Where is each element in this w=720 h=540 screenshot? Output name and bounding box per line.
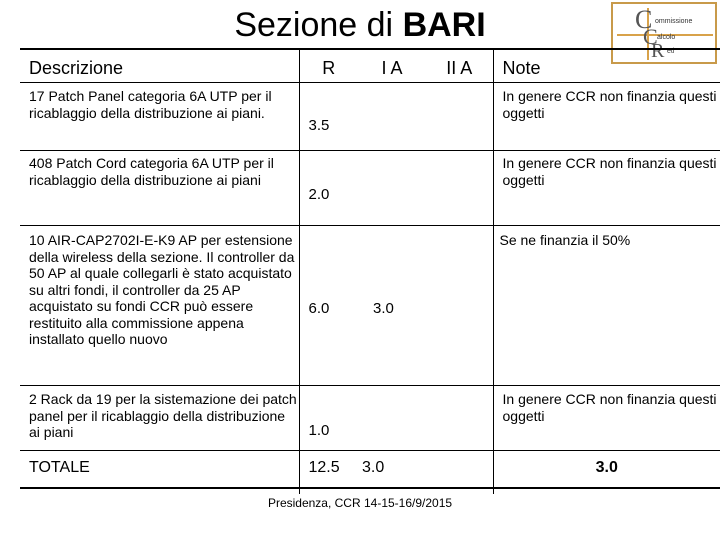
header-description: Descrizione [20,49,299,86]
table-row [20,86,720,154]
row-divider [20,225,720,226]
row-ia-value [358,389,426,454]
logo-letter-c1: C [635,5,653,34]
total-note-value: 3.0 [595,459,618,476]
row-note: Se ne finanzia il 50% [499,232,631,248]
row-iia-value [426,389,493,454]
row-ia-value [358,154,426,229]
total-ia-value: 3.0 [362,459,385,476]
row-description: 2 Rack da 19 per la sistemazione dei patch panel per il ricablaggio della distribuzione ai piani [20,389,299,454]
row-iia-value [426,154,493,229]
row-ia-value: 3.0 [373,299,394,317]
total-r-value: 12.5 [308,459,340,476]
header-ia: I A [381,58,403,78]
row-r-value: 2.0 [308,186,330,204]
row-note: In genere CCR non finanzia questi oggetti [502,391,717,424]
row-ia-value [358,86,426,154]
header-r: R [322,58,336,78]
row-note: In genere CCR non finanzia questi oggetti [502,155,717,188]
row-divider [20,150,720,151]
table-row [20,154,720,229]
footer-caption: Presidenza, CCR 14-15-16/9/2015 [267,496,453,510]
row-note: In genere CCR non finanzia questi oggetti [502,88,717,121]
row-divider [20,450,720,451]
row-r-value: 1.0 [308,422,330,440]
row-r-value: 6.0 [308,299,330,317]
row-divider [20,385,720,386]
header-iia: II A [426,49,493,86]
row-r-value: 3.5 [308,116,330,134]
logo-word-2: alcolo [657,34,676,41]
row-description: 10 AIR-CAP2702I-E-K9 AP per estensione della wireless della sezione. Il controller da 50 AP al quale collegarli è stato acquistato su altri fondi, il controller da 25 AP acquistato su fondi CCR può essere restituito alla commissione appena installato quello nuovo [20,229,299,389]
total-label: TOTALE [20,454,299,494]
logo-word-3: eti [667,48,675,55]
funding-table [20,48,720,494]
table-row [20,389,720,454]
row-description: 17 Patch Panel categoria 6A UTP per il ricablaggio della distribuzione ai piani. [20,86,299,154]
header-divider [20,82,720,83]
table-header-row [20,49,720,86]
header-notes: Note [502,58,541,78]
title-city: BARI [402,6,486,44]
row-description: 408 Patch Cord categoria 6A UTP per il ricablaggio della distribuzione ai piani [20,154,299,229]
table-bottom-rule [20,487,720,489]
title-prefix: Sezione di [234,6,394,44]
logo-word-1: ommissione [655,18,693,25]
row-iia-value [426,229,493,389]
table-row [20,229,720,389]
logo-letter-r: R [651,40,665,62]
row-iia-value [426,86,493,154]
logo-letter-c2: C [643,24,658,49]
